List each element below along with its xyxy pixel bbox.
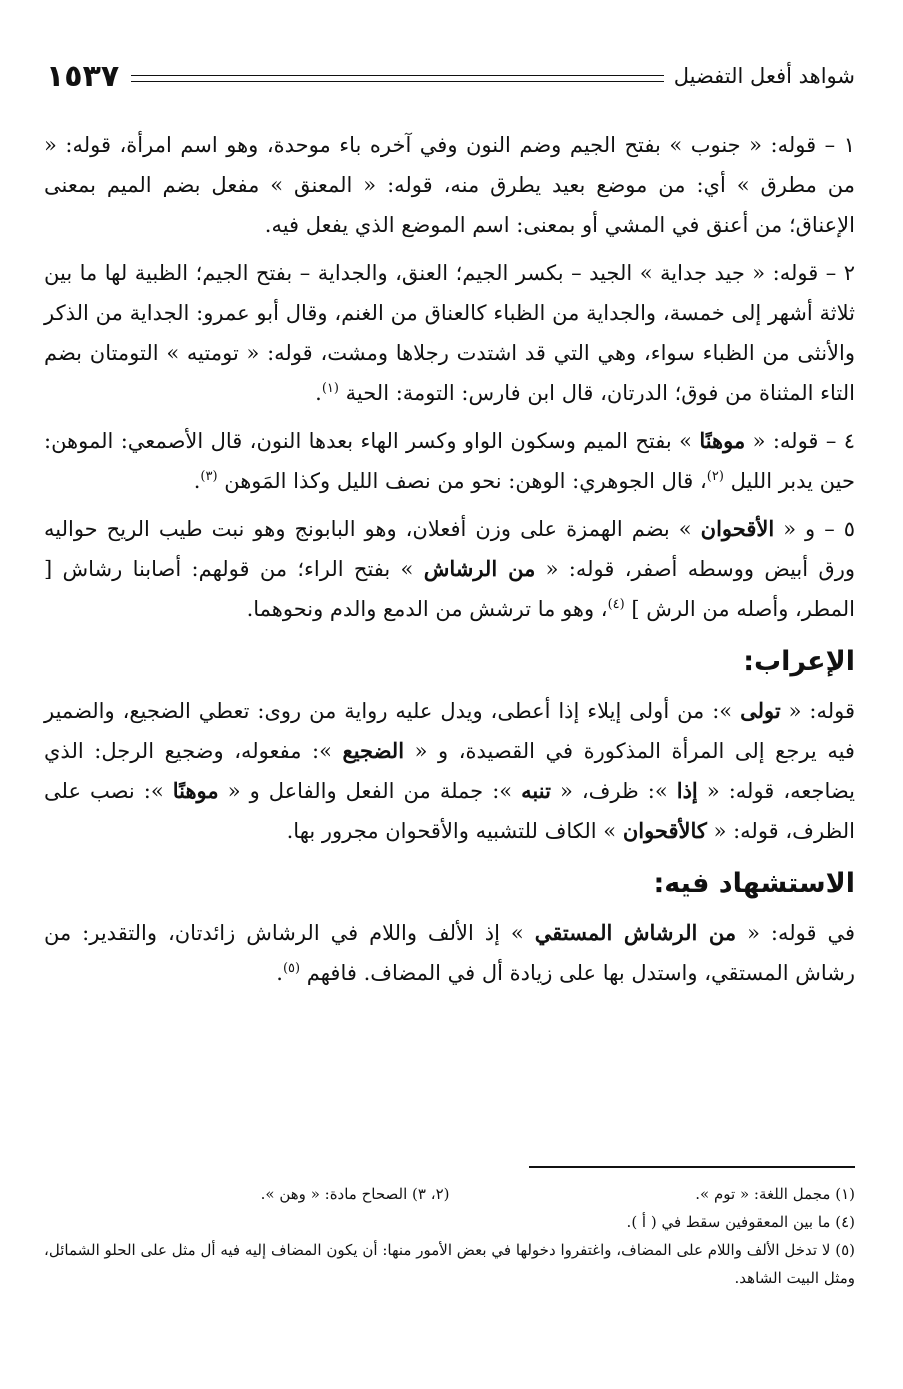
keyword: كالأقحوان (622, 818, 707, 843)
commentary-paragraph-4: ٤ – قوله: « موهنًا » بفتح الميم وسكون الواو وكسر الهاء بعدها النون، قال الأصمعي: الموهن: حين يدبر الليل $^{(٢)}$، قال الجوهري: الوهن: نحو من نصف الليل وكذا المَوهن $^{(٣)}$. (44, 428, 855, 493)
footnotes (44, 1180, 855, 1292)
footnote-1: (١) مجمل اللغة: « توم ». (695, 1185, 855, 1203)
footnote-2-3: (٢، ٣) الصحاح مادة: « وهن ». (260, 1185, 450, 1203)
running-title: شواهد أفعل التفضيل (673, 64, 855, 88)
commentary-paragraph-5: ٥ – و « الأقحوان » بضم الهمزة على وزن أفعلان، وهو البابونج وهو نبت طيب الريح حواليه ورق أبيض ووسطه أصفر، قوله: « من الرشاش » بفتح الراء؛ من قولهم: أصابنا رشاش [ المطر، وأصله من الرش ] $^{(٤)}$، وهو ما ترشش من الدمع والدم ونحوهما. (44, 516, 855, 621)
main-text (44, 125, 855, 1001)
header-rule (131, 75, 663, 82)
keyword: موهنًا (699, 428, 746, 453)
keyword: من الرشاش المستقي (534, 920, 737, 945)
keyword: إذا (676, 778, 698, 803)
istishhad-paragraph: في قوله: « من الرشاش المستقي » إذ الألف واللام في الرشاش زائدتان، والتقدير: من رشاش المستقي، واستدل بها على زيادة أل في المضاف. فافهم $^{(٥)}$. (44, 920, 855, 985)
irab-heading: الإعراب: (743, 646, 855, 677)
istishhad-heading: الاستشهاد فيه: (653, 868, 855, 899)
commentary-paragraph-1: ١ – قوله: « جنوب » بفتح الجيم وضم النون وفي آخره باء موحدة، وهو اسم امرأة، قوله: « من مطرق » أي: من موضع بعيد يطرق منه، قوله: « المعنق » مفعل بضم الميم بمعنى الإعناق؛ من أعنق في المشي أو بمعنى: اسم الموضع الذي يفعل فيه. (44, 133, 855, 237)
keyword: تنبه (521, 778, 551, 803)
footnote-row (44, 1180, 855, 1208)
footnote-ref-5[interactable]: (٥) (282, 961, 301, 976)
footnote-5: (٥) لا تدخل الألف واللام على المضاف، واغتفروا دخولها في بعض الأمور منها: أن يكون المضاف إليه فيه أل مثل على الحلو الشمائل، ومثل البيت الشاهد. (44, 1241, 855, 1287)
keyword: الأقحوان (700, 516, 775, 541)
keyword: تولى (740, 698, 781, 723)
keyword: من الرشاش (423, 556, 536, 581)
footnote-separator (529, 1166, 855, 1168)
running-header (46, 58, 855, 94)
footnote-ref-4[interactable]: (٤) (607, 597, 625, 612)
commentary-paragraph-2: ٢ – قوله: « جيد جداية » الجيد – بكسر الجيم؛ العنق، والجداية – بفتح الجيم؛ الظبية لها ما بين ثلاثة أشهر إلى خمسة، والجداية من الظباء كالعناق من الغنم، وقال أبو عمرو: الجداية من الذكر والأنثى من الظباء سواء، وهي التي قد اشتدت رجلاها ومشت، قوله: « تومتيه » التومتان بضم التاء المثناة من فوق؛ الدرتان، قال ابن فارس: التومة: الحية $^{(١)}$. (44, 261, 855, 405)
footnote-ref-1[interactable]: (١) (321, 381, 339, 396)
page-number: ١٥٣٧ (46, 58, 120, 94)
keyword: الضجيع (342, 738, 405, 763)
irab-paragraph: قوله: « تولى »: من أولى إيلاء إذا أعطى، ويدل عليه رواية من روى: تعطي الضجيع، والضمير فيه يرجع إلى المرأة المذكورة في القصيدة، و « الضجيع »: مفعوله، وضجيع الرجل: الذي يضاجعه، قوله: « إذا »: ظرف، « تنبه »: جملة من الفعل والفاعل و « موهنًا »: نصب على الظرف، قوله: « كالأقحوان » الكاف للتشبيه والأقحوان مجرور بها. (44, 698, 855, 843)
footnote-ref-2[interactable]: (٢) (706, 469, 724, 484)
footnote-ref-3[interactable]: (٣) (200, 469, 218, 484)
footnote-4: (٤) ما بين المعقوفين سقط في ( أ ). (626, 1213, 855, 1231)
keyword: موهنًا (172, 778, 219, 803)
